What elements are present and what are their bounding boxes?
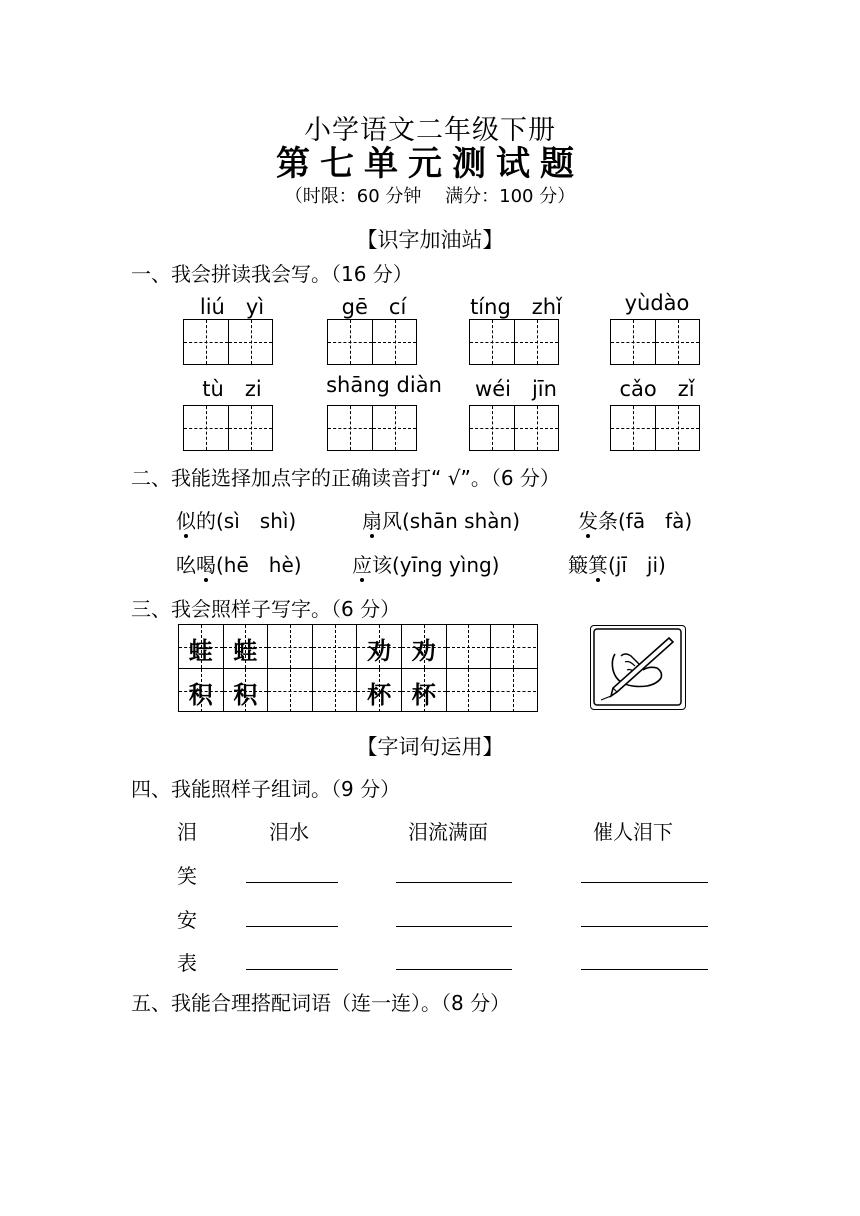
reading-choice-item[interactable]: 应该(yīng yìng) [352, 553, 500, 577]
question-4-title: 四、我能照样子组词。（9 分） [131, 777, 401, 801]
model-char: 杯 [367, 680, 392, 709]
time-score-info: （时限：60 分钟 满分：100 分） [284, 186, 576, 207]
page-title: 第七单元测试题 [276, 144, 584, 184]
reading-choice-item[interactable]: 似的(sì shì) [176, 509, 297, 533]
model-char: 积 [188, 680, 213, 709]
reading-choice-item[interactable]: 发条(fā fà) [578, 509, 693, 533]
writing-grid[interactable] [178, 624, 538, 712]
answer-line[interactable] [581, 882, 708, 883]
answer-line[interactable] [581, 926, 708, 927]
answer-line[interactable] [396, 882, 512, 883]
answer-line[interactable] [246, 926, 338, 927]
tianzige-box[interactable] [183, 319, 273, 365]
question-5-title: 五、我能合理搭配词语（连一连）。（8 分） [131, 991, 511, 1015]
model-char: 劝 [411, 636, 436, 665]
target-char: 表 [177, 951, 197, 975]
question-3-title: 三、我会照样子写字。（6 分） [131, 597, 401, 621]
pinyin-label: tíng zhǐ [470, 295, 562, 319]
model-char: 积 [233, 680, 258, 709]
tianzige-box[interactable] [469, 405, 559, 451]
model-char: 蛙 [188, 636, 213, 665]
model-char: 劝 [367, 636, 392, 665]
section-heading-literacy: 【识字加油站】 [356, 228, 504, 252]
question-2-title: 二、我能选择加点字的正确读音打“ √”。（6 分） [131, 466, 560, 490]
answer-line[interactable] [581, 969, 708, 970]
pinyin-label: liú yì [199, 295, 265, 319]
question-1-title: 一、我会拼读我会写。（16 分） [131, 262, 413, 286]
example-char: 泪 [177, 820, 197, 844]
answer-line[interactable] [246, 882, 338, 883]
example-phrase: 催人泪下 [593, 820, 673, 844]
section-heading-word-usage: 【字词句运用】 [356, 735, 504, 759]
tianzige-box[interactable] [469, 319, 559, 365]
tianzige-box[interactable] [610, 319, 700, 365]
pinyin-label: wéi jīn [475, 377, 557, 401]
answer-line[interactable] [396, 926, 512, 927]
pinyin-label: shāng diàn [326, 373, 442, 397]
model-char: 杯 [411, 680, 436, 709]
tianzige-box[interactable] [610, 405, 700, 451]
pinyin-label: cǎo zǐ [619, 377, 695, 401]
target-char: 安 [177, 908, 197, 932]
answer-line[interactable] [396, 969, 512, 970]
example-word: 泪水 [269, 820, 309, 844]
reading-choice-item[interactable]: 扇风(shān shàn) [362, 509, 521, 533]
pinyin-label: yùdào [624, 291, 690, 315]
subtitle-grade: 小学语文二年级下册 [304, 115, 556, 146]
target-char: 笑 [177, 864, 197, 888]
tianzige-box[interactable] [327, 319, 417, 365]
answer-line[interactable] [246, 969, 338, 970]
pinyin-label: tù zi [202, 377, 262, 401]
example-idiom: 泪流满面 [408, 820, 488, 844]
hand-writing-pencil-icon [590, 625, 686, 710]
tianzige-box[interactable] [327, 405, 417, 451]
pinyin-label: gē cí [341, 295, 407, 319]
reading-choice-item[interactable]: 簸箕(jī ji) [568, 553, 666, 577]
reading-choice-item[interactable]: 吆喝(hē hè) [176, 553, 302, 577]
model-char: 蛙 [233, 636, 258, 665]
tianzige-box[interactable] [183, 405, 273, 451]
